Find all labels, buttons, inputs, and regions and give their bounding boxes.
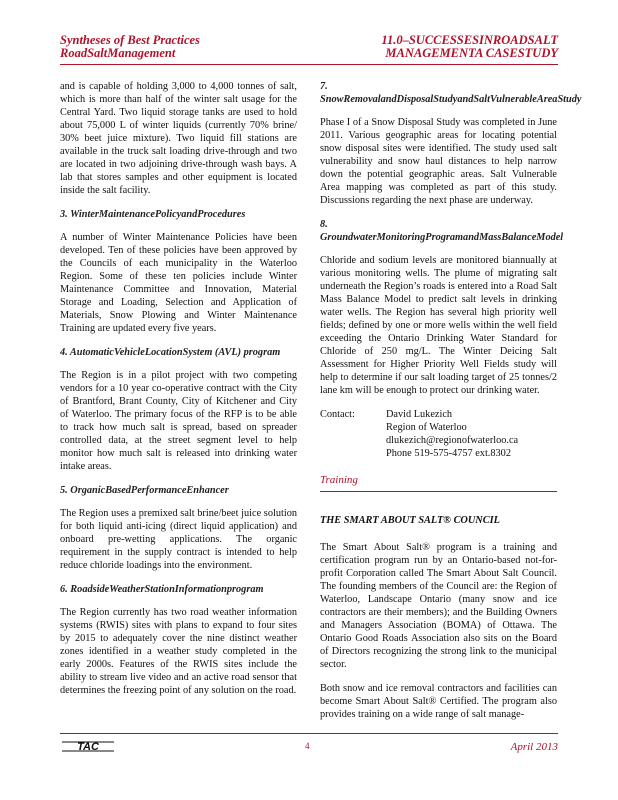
header-doc-subtitle: RoadSaltManagement (60, 46, 176, 60)
section-6-heading: 6. RoadsideWeatherStationInformationprogram (60, 584, 264, 595)
contact-organization: Region of Waterloo (386, 422, 467, 433)
header-right (381, 34, 558, 60)
smart-about-salt-heading: THE SMART ABOUT SALT® COUNCIL (320, 515, 500, 526)
section-3-heading: 3. WinterMaintenancePolicyandProcedures (60, 209, 246, 220)
left-column (60, 80, 297, 708)
intro-paragraph: and is capable of holding 3,000 to 4,000 tonnes of salt, which is more than half of the winter salt usage for the Central Yard. Two liquid storage tanks are used to hold about 75,000 L of winter liquids (currently 70% brine/ 30% beet juice mixture). Two liquid fill stations are available in the truck salt loading drive-through and two are located in two adjoining drive-through wash bays. A lab that stores samples and other equipment is located inside the salt facility. (60, 81, 297, 196)
contact-phone: Phone 519-575-4757 ext.8302 (386, 448, 511, 459)
header-chapter-subtitle: MANAGEMENTA CASESTUDY (385, 46, 558, 60)
section-7-text: Phase I of a Snow Disposal Study was completed in June 2011. Various geographic areas for locating potential snow disposal sites were identified. The study used salt vulnerability and snow haul distances to help narrow down the potential geographic areas. Salt Vulnerable Area mapping was completed as part of this study. Discussions regarding the next phase are underway. (320, 117, 557, 206)
training-rule (320, 491, 557, 492)
section-8-heading: 8. GroundwaterMonitoringProgramandMassBalanceModel (320, 219, 564, 243)
contact-details (386, 408, 557, 460)
header-rule (60, 64, 558, 65)
smart-about-salt-paragraph-1: The Smart About Salt® program is a training and certification program run by an Ontario-based not-for-profit Corporation called The Smart About Salt Council. The founding members of the Council are: the Region of Waterloo, Landscape Ontario (many snow and ice contractors are their members); and the Building Owners and Managers Association (BOMA) of Ottawa. The Ontario Good Roads Association also sits on the Board of Directors recognizing the strong link to the municipal sector. (320, 542, 557, 670)
header-chapter-title: 11.0–SUCCESSESINROADSALT (381, 33, 558, 47)
contact-name: David Lukezich (386, 409, 453, 420)
footer-date: April 2013 (510, 741, 558, 753)
footer-rule (60, 733, 558, 734)
section-4-text: The Region is in a pilot project with two competing vendors for a 10 year co-operative contract with the City of Brantford, Brant County, City of Kitchener and City of Waterloo. The primary focus of the RFP is to be able to track how much salt is spread, based on spreader controlled data, at the street segment level to help monitor how much salt is released into drinking water intake areas. (60, 370, 297, 472)
contact-email[interactable]: dlukezich@regionofwaterloo.ca (386, 435, 519, 446)
section-3-text: A number of Winter Maintenance Policies have been developed. Ten of these policies have been approved by the Councils of each municipality in the Waterloo Region. Some of these ten policies include Winter Maintenance Committee and Innovation, Material Storage and Loading, Selection and Application of Materials, Snow Plowing and Winter Maintenance Training are updated every five years. (60, 232, 297, 334)
training-subheading: Training (320, 474, 358, 486)
tac-logo-text: TAC (77, 741, 99, 753)
smart-about-salt-paragraph-2: Both snow and ice removal contractors and facilities can become Smart About Salt® Certified. The program also provides training on a wide range of salt manage- (320, 683, 557, 720)
header-doc-title: Syntheses of Best Practices (60, 33, 200, 47)
page-number: 4 (305, 741, 310, 751)
tac-logo-icon (62, 737, 114, 755)
section-4-heading: 4. AutomaticVehicleLocationSystem (AVL) program (60, 347, 281, 358)
section-5-heading: 5. OrganicBasedPerformanceEnhancer (60, 485, 229, 496)
header-left (60, 34, 200, 60)
section-7-heading: 7. SnowRemovalandDisposalStudyandSaltVulnerableAreaStudy (320, 81, 582, 105)
section-8-text: Chloride and sodium levels are monitored biannually at various monitoring wells. The plume of migrating salt underneath the Region’s roads is entered into a Road Salt Mass Balance Model to predict salt levels in drinking water wells. The Region has several high priority well fields; defined by one or more wells within the well field exceeding the Ontario Drinking Water Standard for Chloride of 250 mg/L. The Winter Deicing Salt Assessment for Higher Priority Well Fields study will help to determine if our salt loading target of 25 tonnes/2 lane km will be enough to protect our drinking water. (320, 255, 557, 396)
section-6-text: The Region currently has two road weather information systems (RWIS) sites with plans to expand to four sites by 2015 to adequately cover the nine distinct weather zones identified in a weather study completed in the early 2000s. Features of the RWIS sites include the ability to stream live video and an active road sensor that determines the freezing point of any solution on the road. (60, 607, 297, 696)
contact-block (320, 408, 557, 460)
section-5-text: The Region uses a premixed salt brine/beet juice solution for both liquid anti-icing (direct liquid application) and onboard pre-wetting applications. The organic requirement in the supply contract is intended to help reduce chloride loadings into the environment. (60, 508, 297, 571)
contact-label: Contact: (320, 409, 355, 420)
right-column (320, 80, 582, 732)
